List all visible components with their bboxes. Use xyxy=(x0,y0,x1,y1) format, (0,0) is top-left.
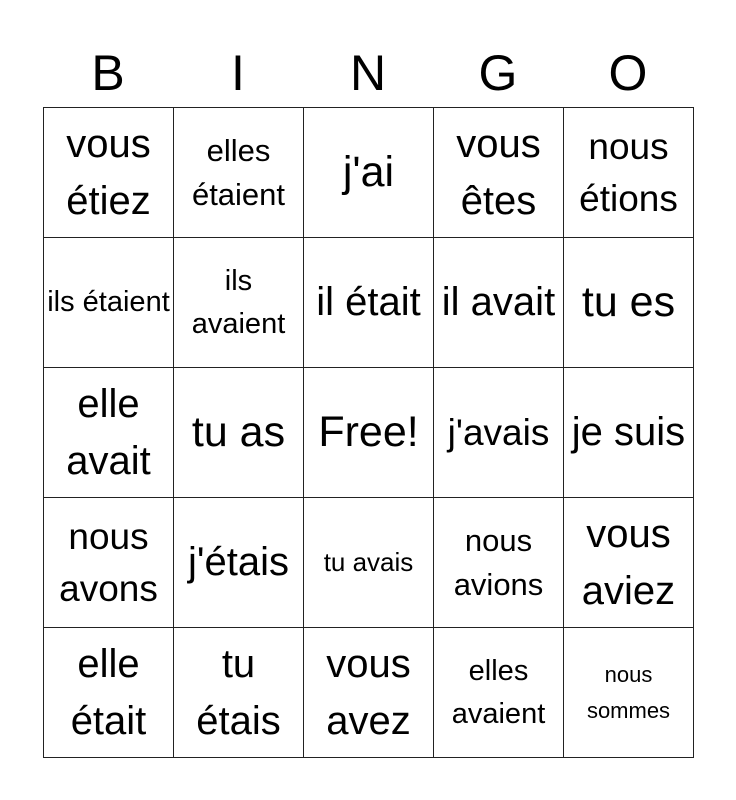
header-letter-i: I xyxy=(231,45,245,101)
bingo-cell[interactable]: il était xyxy=(303,237,434,368)
bingo-cell[interactable]: vous êtes xyxy=(433,107,564,238)
header-letter-g: G xyxy=(478,45,518,101)
bingo-cell[interactable]: elle était xyxy=(43,627,174,758)
bingo-cell[interactable]: il avait xyxy=(433,237,564,368)
bingo-cell[interactable]: j'avais xyxy=(433,367,564,498)
bingo-cell[interactable]: je suis xyxy=(563,367,694,498)
bingo-cell[interactable]: tu es xyxy=(563,237,694,368)
header-letter-o: O xyxy=(608,45,648,101)
bingo-cell[interactable]: nous avons xyxy=(43,497,174,628)
bingo-cell[interactable]: tu as xyxy=(173,367,304,498)
bingo-cell[interactable]: ils étaient xyxy=(43,237,174,368)
bingo-header xyxy=(43,38,693,108)
bingo-board xyxy=(43,107,693,757)
bingo-cell[interactable]: j'ai xyxy=(303,107,434,238)
bingo-cell[interactable]: elles étaient xyxy=(173,107,304,238)
bingo-cell[interactable]: ils avaient xyxy=(173,237,304,368)
header-letter-b: B xyxy=(91,45,125,101)
bingo-cell[interactable]: nous étions xyxy=(563,107,694,238)
free-space-cell[interactable]: Free! xyxy=(303,367,434,498)
bingo-cell[interactable]: vous aviez xyxy=(563,497,694,628)
bingo-cell[interactable]: vous étiez xyxy=(43,107,174,238)
bingo-cell[interactable]: nous sommes xyxy=(563,627,694,758)
bingo-cell[interactable]: elles avaient xyxy=(433,627,564,758)
header-letter-n: N xyxy=(349,45,387,101)
bingo-cell[interactable]: nous avions xyxy=(433,497,564,628)
bingo-cell[interactable]: tu étais xyxy=(173,627,304,758)
bingo-cell[interactable]: vous avez xyxy=(303,627,434,758)
bingo-cell[interactable]: j'étais xyxy=(173,497,304,628)
bingo-cell[interactable]: elle avait xyxy=(43,367,174,498)
bingo-cell[interactable]: tu avais xyxy=(303,497,434,628)
